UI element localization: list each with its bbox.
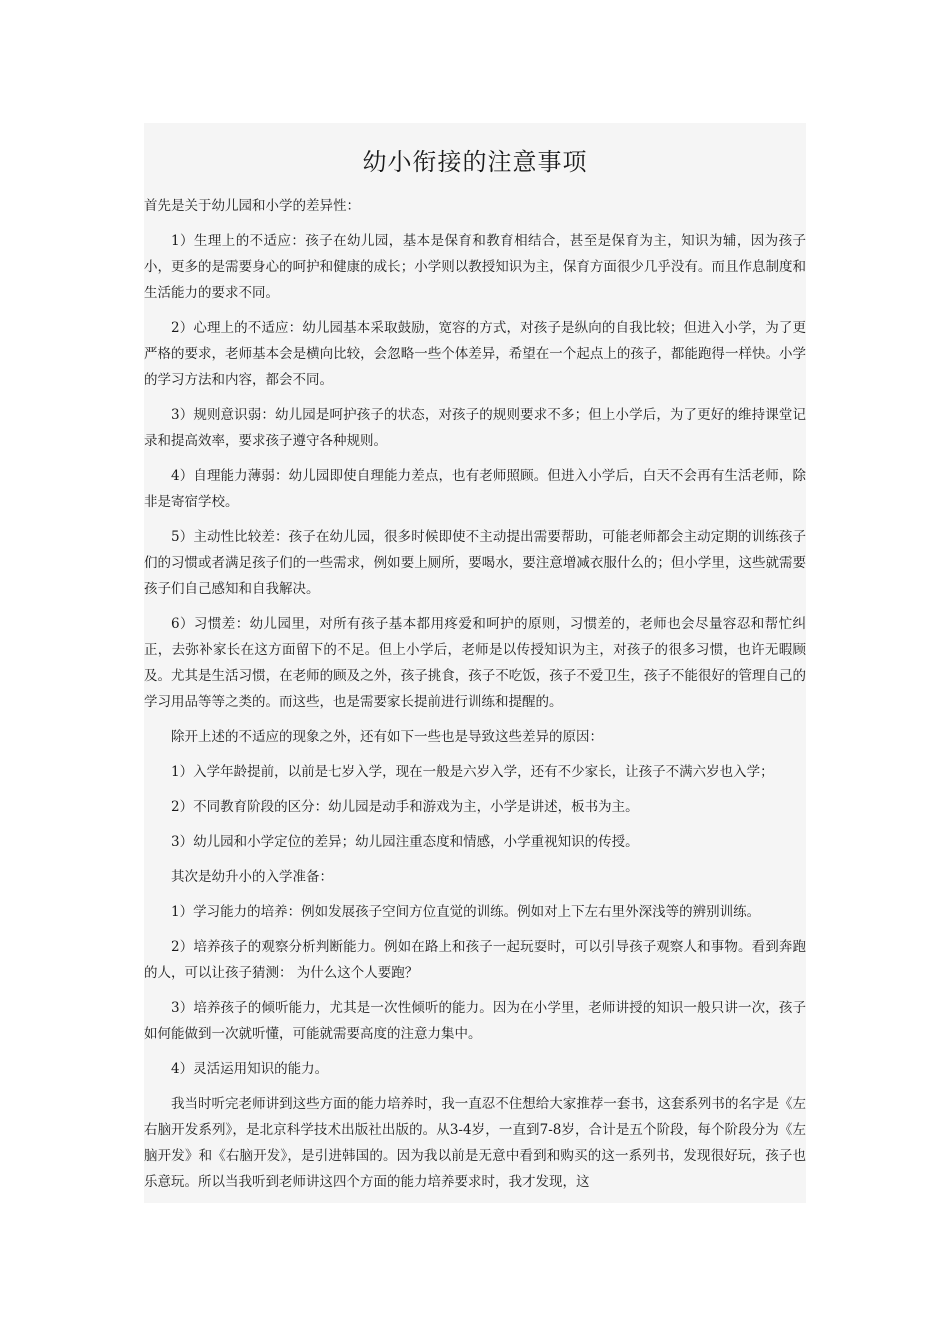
paragraph: 我当时听完老师讲到这些方面的能力培养时，我一直忍不住想给大家推荐一套书，这套系列书的名字是《左右脑开发系列》，是北京科学技术出版社出版的。从3-4岁，一直到7-8岁，合计是五个阶段，每个阶段分为《左脑开发》和《右脑开发》，是引进韩国的。因为我以前是无意中看到和购买的这一系列书，发现很好玩，孩子也乐意玩。所以当我听到老师讲这四个方面的能力培养要求时，我才发现，这	[144, 1096, 806, 1190]
paragraph: 其次是幼升小的入学准备：	[171, 869, 333, 885]
paragraph: 首先是关于幼儿园和小学的差异性：	[144, 198, 360, 214]
paragraph: 3）培养孩子的倾听能力，尤其是一次性倾听的能力。因为在小学里，老师讲授的知识一般只讲一次，孩子如何能做到一次就听懂，可能就需要高度的注意力集中。	[144, 1000, 806, 1042]
paragraph: 1）学习能力的培养：例如发展孩子空间方位直觉的训练。例如对上下左右里外深浅等的辨别训练。	[171, 904, 761, 920]
document-content	[144, 193, 806, 1195]
paragraph: 1）入学年龄提前，以前是七岁入学，现在一般是六岁入学，还有不少家长，让孩子不满六岁也入学；	[171, 764, 774, 780]
paragraph: 1）生理上的不适应：孩子在幼儿园，基本是保育和教育相结合，甚至是保育为主，知识为辅，因为孩子小，更多的是需要身心的呵护和健康的成长；小学则以教授知识为主，保育方面很少几乎没有。而且作息制度和生活能力的要求不同。	[144, 233, 806, 301]
paragraph: 6）习惯差：幼儿园里，对所有孩子基本都用疼爱和呵护的原则，习惯差的，老师也会尽量容忍和帮忙纠正，去弥补家长在这方面留下的不足。但上小学后，老师是以传授知识为主，对孩子的很多习惯，也许无暇顾及。尤其是生活习惯，在老师的顾及之外，孩子挑食，孩子不吃饭，孩子不爱卫生，孩子不能很好的管理自己的学习用品等等之类的。而这些，也是需要家长提前进行训练和提醒的。	[144, 616, 806, 710]
paragraph: 2）不同教育阶段的区分：幼儿园是动手和游戏为主，小学是讲述，板书为主。	[171, 799, 639, 815]
document-title: 幼小衔接的注意事项	[362, 148, 588, 176]
paragraph: 除开上述的不适应的现象之外，还有如下一些也是导致这些差异的原因：	[171, 729, 603, 745]
paragraph: 4）自理能力薄弱：幼儿园即使自理能力差点，也有老师照顾。但进入小学后，白天不会再有生活老师，除非是寄宿学校。	[144, 468, 806, 510]
document-body	[144, 123, 806, 1203]
paragraph: 2）心理上的不适应：幼儿园基本采取鼓励，宽容的方式，对孩子是纵向的自我比较；但进入小学，为了更严格的要求，老师基本会是横向比较，会忽略一些个体差异，希望在一个起点上的孩子，都能跑得一样快。小学的学习方法和内容，都会不同。	[144, 320, 806, 388]
paragraph: 2）培养孩子的观察分析判断能力。例如在路上和孩子一起玩耍时，可以引导孩子观察人和事物。看到奔跑的人，可以让孩子猜测： 为什么这个人要跑？	[144, 939, 806, 981]
paragraph: 4）灵活运用知识的能力。	[171, 1061, 329, 1077]
paragraph: 3）幼儿园和小学定位的差异；幼儿园注重态度和情感，小学重视知识的传授。	[171, 834, 639, 850]
paragraph: 3）规则意识弱：幼儿园是呵护孩子的状态，对孩子的规则要求不多；但上小学后，为了更好的维持课堂记录和提高效率，要求孩子遵守各种规则。	[144, 407, 806, 449]
paragraph: 5）主动性比较差：孩子在幼儿园，很多时候即使不主动提出需要帮助，可能老师都会主动定期的训练孩子们的习惯或者满足孩子们的一些需求，例如要上厕所，要喝水，要注意增减衣服什么的；但小学里，这些就需要孩子们自己感知和自我解决。	[144, 529, 806, 597]
